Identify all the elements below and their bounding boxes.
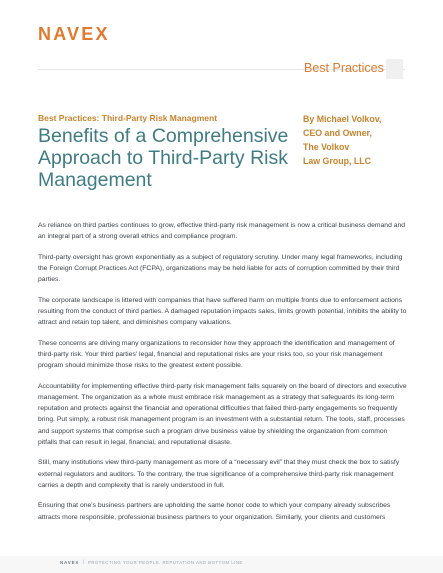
body-paragraph: As reliance on third parties continues to grow, effective third-party risk management is now a critical business demand and an integral part of a strong overall ethics and compliance program. <box>38 222 406 241</box>
body-paragraph: Ensuring that one's business partners are upholding the same honor code to which your company already subscribes attracts more responsible, professional business partners to your organization. Similarly, your clients and customers <box>38 502 391 521</box>
footer-tagline: PROTECTING YOUR PEOPLE, REPUTATION AND BOTTOM LINE <box>88 560 243 565</box>
section-label: Best Practices <box>304 61 384 75</box>
footer-separator: | <box>83 559 85 564</box>
article-body <box>38 220 408 532</box>
article-kicker: Best Practices: Third-Party Risk Managment <box>38 113 218 123</box>
body-paragraph: The corporate landscape is littered with companies that have suffered harm on multiple fronts due to enforcement actions resulting from the conduct of third parties. A damaged reputation impacts sales, limits growth potential, inhibits the ability to attract and retain top talent, and diminishes company valuations. <box>38 296 407 327</box>
article-title: Benefits of a Comprehensive Approach to Third-Party Risk Management <box>38 125 289 191</box>
navex-logo: NAVEX <box>38 24 110 44</box>
footer-brand: NAVEX <box>60 560 80 565</box>
byline-line: The Volkov <box>303 142 350 152</box>
byline-line: Law Group, LLC <box>303 156 371 166</box>
body-paragraph: Accountability for implementing effective third-party risk management falls squarely on the board of directors and executive management. The organization as a whole must embrace risk management as a strategy that safeguards its long-term reputation and protects against the financial and operational difficulties that failed third-party engagements so frequently bring. Put simply, a robust risk management program is an investment with a substantial return. The tools, staff, processes and support systems that comprise such a program drive business value by shielding the organization from common pitfalls that can result in legal, financial, and reputational disaste. <box>38 382 407 446</box>
byline-line: CEO and Owner, <box>303 128 372 138</box>
byline-line: By Michael Volkov, <box>303 114 382 124</box>
body-paragraph: These concerns are driving many organizations to reconsider how they approach the identification and management of third-party risk. Your third parties' legal, financial and reputational risks are your risks too, so your risk management program should minimize those risks to the greatest extent possible. <box>38 339 395 370</box>
header-corner-block <box>386 59 403 79</box>
body-paragraph: Still, many institutions view third-party management as more of a “necessary evil” that they must check the box to satisfy external regulators and auditors. To the contrary, the true significance of a comprehensive third-party risk management carries a depth and complexity that is rarely understood in full. <box>38 459 400 489</box>
author-byline <box>303 112 413 168</box>
body-paragraph: Third-party oversight has grown exponentially as a subject of regulatory scrutiny. Under many legal frameworks, including the Foreign Corrupt Practices Act (FCPA), organizations may be held liable for acts of corruption committed by their third parties. <box>38 253 403 284</box>
